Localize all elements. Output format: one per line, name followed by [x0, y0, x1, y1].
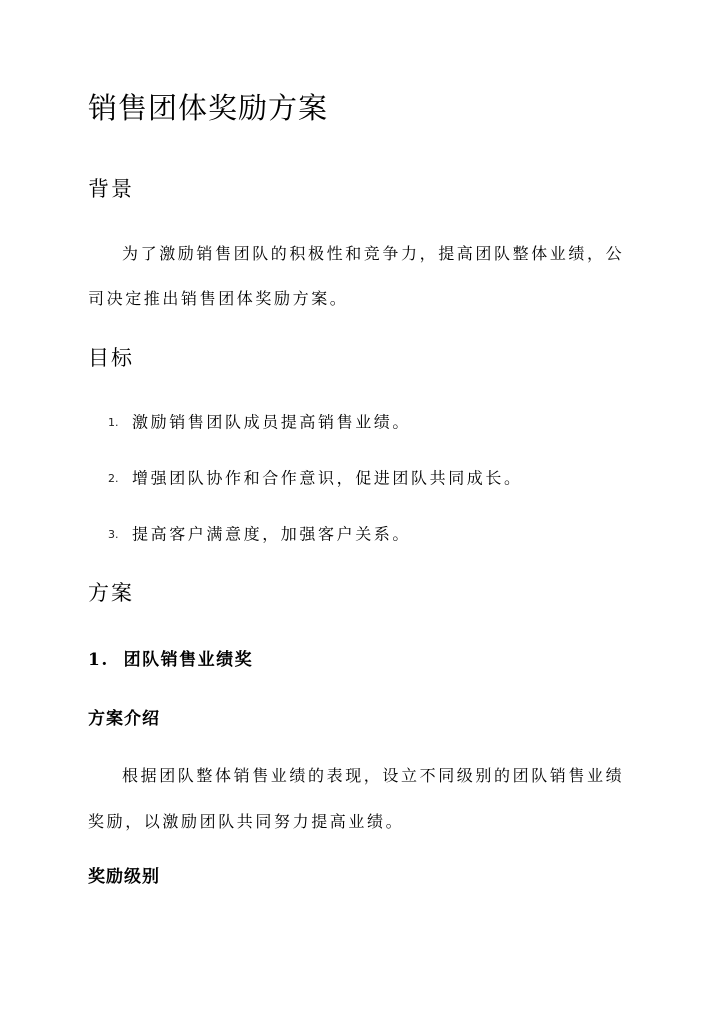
document-title: 销售团体奖励方案 [88, 91, 329, 125]
goal-number: 3. [108, 527, 119, 541]
goal-number: 1. [108, 415, 119, 429]
goal-number: 2. [108, 471, 119, 485]
goals-heading: 目标 [88, 346, 134, 370]
goal-list-item [108, 466, 523, 491]
reward-levels-heading: 奖励级别 [88, 867, 160, 887]
background-paragraph-line-2: 司决定推出销售团体奖励方案。 [88, 289, 349, 308]
goal-text: 激励销售团队成员提高销售业绩。 [132, 412, 412, 432]
goal-list-item [108, 522, 411, 547]
background-heading: 背景 [88, 177, 134, 201]
plan-intro-line-2: 奖励，以激励团队共同努力提高业绩。 [88, 812, 405, 831]
plan-section-1-heading: 1. 团队销售业绩奖 [88, 650, 254, 670]
plan-heading: 方案 [88, 581, 134, 605]
background-paragraph-line-1: 为了激励销售团队的积极性和竞争力，提高团队整体业绩，公 [122, 244, 625, 263]
plan-intro-line-1: 根据团队整体销售业绩的表现，设立不同级别的团队销售业绩 [122, 766, 625, 785]
goal-text: 增强团队协作和合作意识，促进团队共同成长。 [132, 468, 523, 488]
goal-text: 提高客户满意度，加强客户关系。 [132, 524, 412, 544]
goal-list-item [108, 410, 411, 435]
plan-intro-heading: 方案介绍 [88, 709, 160, 729]
